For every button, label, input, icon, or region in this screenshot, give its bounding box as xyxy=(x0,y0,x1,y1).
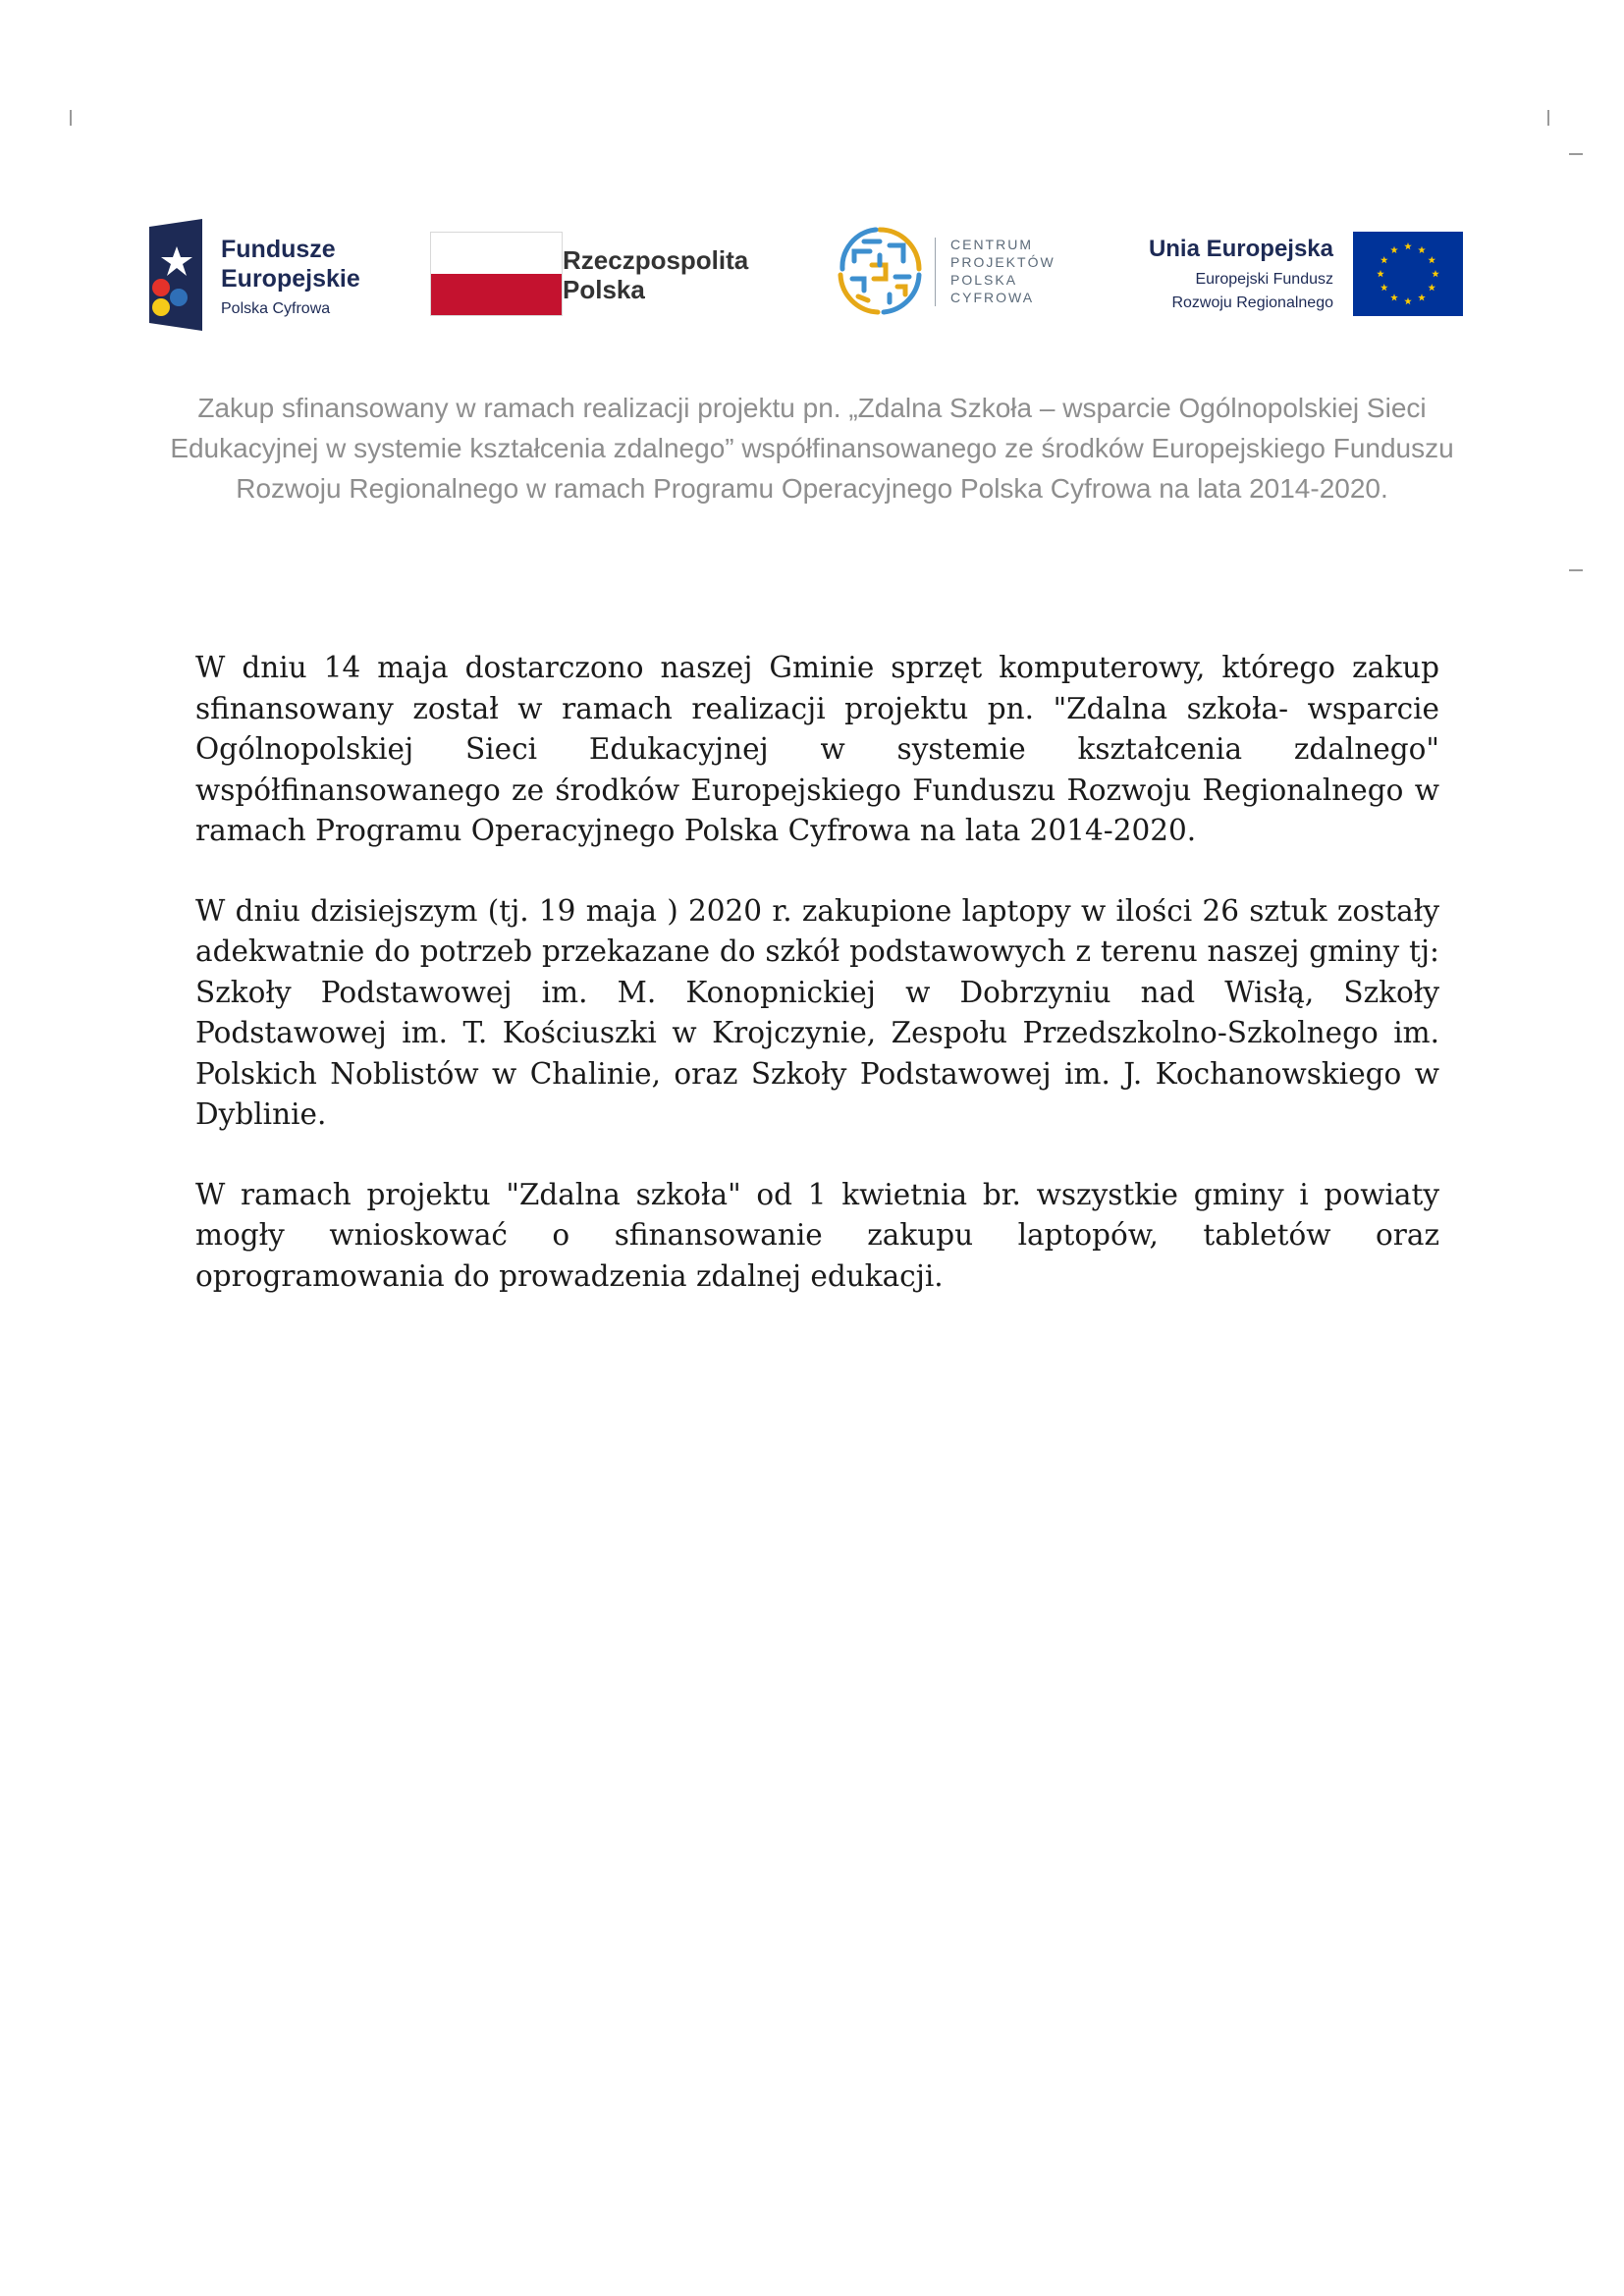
ue-fund-line2: Rozwoju Regionalnego xyxy=(1171,294,1333,311)
logo-bar xyxy=(147,216,1463,334)
rp-title-line2: Polska xyxy=(563,275,645,304)
fundusze-europejskie-logo xyxy=(147,216,373,334)
announcement-body xyxy=(195,648,1439,1336)
rp-title-line1: Rzeczpospolita xyxy=(563,245,749,275)
cppc-separator xyxy=(935,238,936,306)
unia-europejska-logo xyxy=(1142,216,1463,334)
ue-fund-line1: Europejski Fundusz xyxy=(1195,271,1333,288)
fe-subtitle: Polska Cyfrowa xyxy=(221,300,331,317)
crop-mark xyxy=(1569,569,1583,571)
ue-title: Unia Europejska xyxy=(1148,236,1333,262)
rzeczpospolita-polska-logo xyxy=(430,216,769,334)
fe-title-line2: Europejskie xyxy=(221,265,360,293)
paragraph-program-info: W ramach projektu "Zdalna szkoła" od 1 kwietnia br. wszystkie gminy i powiaty mogły wnioskować o sfinansowanie zakupu laptopów, tabletów oraz oprogramowania do prowadzenia zdalnej edukacji. xyxy=(195,1177,1439,1293)
crop-mark xyxy=(1547,110,1549,126)
cppc-line-4: CYFROWA xyxy=(950,290,1035,305)
eu-flag-icon xyxy=(1353,232,1463,316)
fundusze-europejskie-icon xyxy=(147,219,206,331)
cppc-maze-icon xyxy=(835,222,925,320)
cppc-line-1: CENTRUM xyxy=(950,237,1033,252)
cppc-logo xyxy=(835,216,1070,334)
crop-mark xyxy=(70,110,72,126)
paragraph-delivery: W dniu 14 maja dostarczono naszej Gminie sprzęt komputerowy, którego zakup sfinansowany został w ramach realizacji projektu pn. "Zdalna szkoła- wsparcie Ogólnopolskiej Sieci Edukacyjnej w systemie kształcenia zdalnego" współfinansowanego ze środków Europejskiego Funduszu Rozwoju Regionalnego w ramach Programu Operacyjnego Polska Cyfrowa na lata 2014-2020. xyxy=(195,651,1439,847)
fe-title-line1: Fundusze xyxy=(221,236,336,263)
cppc-line-2: PROJEKTÓW xyxy=(950,254,1056,270)
paragraph-distribution: W dniu dzisiejszym (tj. 19 maja ) 2020 r. zakupione laptopy w ilości 26 sztuk zostały adekwatnie do potrzeb przekazane do szkół podstawowych z terenu naszej gminy tj: Szkoły Podstawowej im. M. Konopnickiej w Dobrzyniu nad Wisłą, Szkoły Podstawowej im. T. Kościuszki w Krojczynie, Zespołu Przedszkolno-Szkolnego im. Polskich Noblistów w Chalinie, oraz Szkoły Podstawowej im. J. Kochanowskiego w Dyblinie. xyxy=(195,893,1439,1131)
polish-flag-icon xyxy=(430,232,563,316)
cppc-line-3: POLSKA xyxy=(950,272,1018,288)
crop-mark xyxy=(1569,153,1583,155)
funding-note: Zakup sfinansowany w ramach realizacji projektu pn. „Zdalna Szkoła – wsparcie Ogólnopolskiej Sieci Edukacyjnej w systemie kształcenia zdalnego” współfinansowanego ze środków Europejskiego Funduszu Rozwoju Regionalnego w ramach Programu Operacyjnego Polska Cyfrowa na lata 2014-2020. xyxy=(170,393,1454,504)
